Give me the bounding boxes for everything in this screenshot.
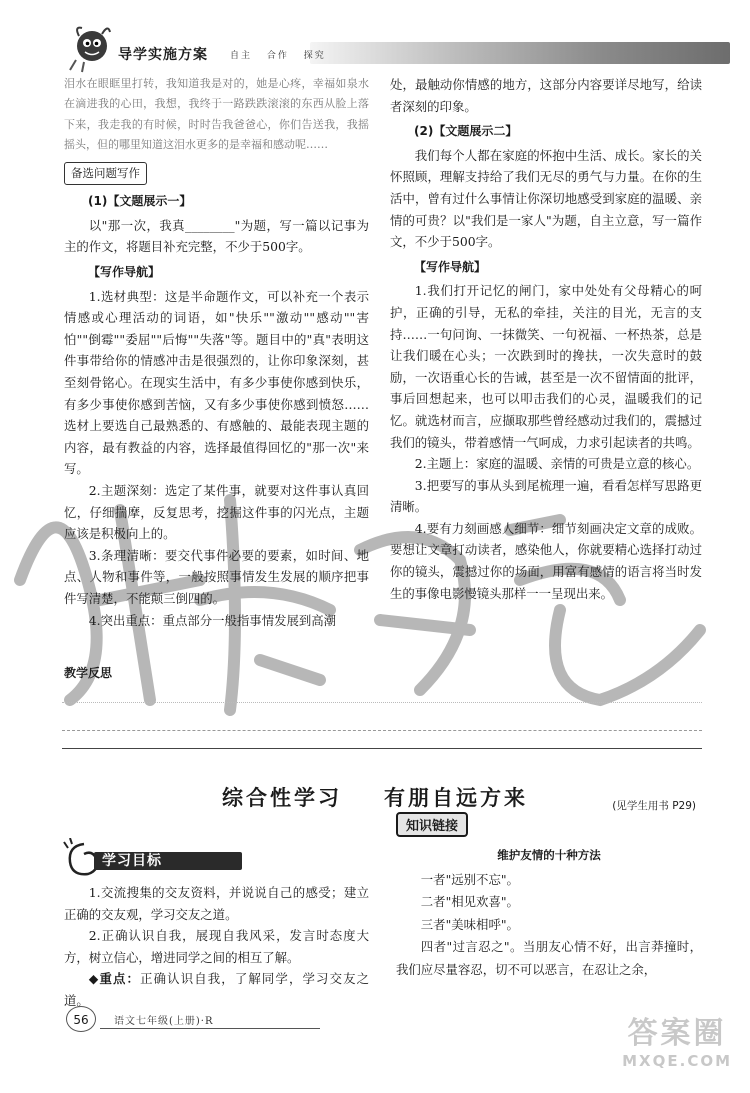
page-header xyxy=(70,28,730,72)
footer-line xyxy=(100,1028,320,1029)
header-tag: 自主 xyxy=(230,51,253,61)
guide-item: 3.把要写的事从头到尾梳理一遍，看看怎样写思路更清晰。 xyxy=(390,477,702,515)
book-label: 语文七年级(上册)·R xyxy=(114,1016,214,1027)
method-item: 一者"远别不忘"。 xyxy=(420,871,519,887)
goal-item: 2.正确认识自我，展现自我风采，发言时态度大方，树立信心，增进同学之间的相互了解。 xyxy=(64,928,369,965)
site-logo-text: 答案圈 xyxy=(627,1016,727,1051)
divider xyxy=(62,702,702,703)
topic1-label: (1)【文题展示一】 xyxy=(88,194,192,209)
guide-label: 【写作导航】 xyxy=(88,265,161,279)
section-title-part1: 综合性学习 xyxy=(222,786,342,810)
learning-goals-badge xyxy=(62,838,242,882)
header-tag: 探究 xyxy=(303,51,326,61)
method-item: 四者"过言忍之"。当朋友心情不好，出言莽撞时，我们应尽量容忍，切不可以恶言，在忍让之余， xyxy=(396,939,702,977)
divider xyxy=(62,748,702,749)
guide-item: 2.主题上：家庭的温暖、亲情的可贵是立意的核心。 xyxy=(414,456,700,472)
mascot-icon xyxy=(64,22,116,74)
learning-goals-body xyxy=(64,882,369,1012)
section-title-part2: 有朋自远方来 xyxy=(384,786,528,810)
guide-item: 3.条理清晰：要交代事件必要的要素，如时间、地点、人物和事件等，一般按照事情发生发展的顺序把事件写清楚，不能颠三倒四的。 xyxy=(64,547,369,606)
page-footer xyxy=(66,1000,326,1040)
handwritten-excerpt: 泪水在眼眶里打转，我知道我是对的，她是心疼，幸福如泉水在滴进我的心田，我想，我终于一路跌跌滚滚的东西从脸上落下来，我走我的有时候，时时告我爸爸心，你们告送我，我摇摇头，但的哪里知道这泪水更多的是幸福和感动呢…… xyxy=(64,77,369,152)
site-logo-url: MXQE.COM xyxy=(622,1052,732,1070)
header-tags xyxy=(230,48,336,61)
guide-label: 【写作导航】 xyxy=(414,259,487,274)
header-tag: 合作 xyxy=(266,51,289,61)
header-title: 导学实施方案 xyxy=(118,47,208,63)
learning-goals-title: 学习目标 xyxy=(102,853,162,869)
guide-item: 1.选材典型：这是半命题作文，可以补充一个表示情感或心理活动的词语，如"快乐""激动""感动""害怕""倒霉""委屈""后悔""失落"等。题目中的"真"表明这件事带给你的情感冲击是很强烈的，让你印象深刻，甚至刻骨铭心。在现实生活中，有多少事使你感到快乐，有多少事使你感到苦恼，又有多少事使你感到愤怒……选材上要选自己最熟悉的、有感触的、最能表现主题的内容，最有教益的内容，选择最值得回忆的"那一次"来写。 xyxy=(64,288,369,477)
section-reference: (见学生用书 P29) xyxy=(612,800,696,812)
knowledge-link-badge: 知识链接 xyxy=(396,812,468,837)
topic2-label: (2)【文题展示二】 xyxy=(414,124,518,139)
guide-item: 4.要有力刻画感人细节：细节刻画决定文章的成败。要想让文章打动读者，感染他人，你就要精心选择打动过你的镜头，震撼过你的场面，用富有感情的语言将当时发生的事像电影慢镜头那样一一呈现出来。 xyxy=(390,520,702,601)
focus-text: 正确认识自我，了解同学，学习交友之道。 xyxy=(64,971,370,1008)
divider xyxy=(62,730,702,731)
article-title: 维护友情的十种方法 xyxy=(497,848,601,862)
alt-topic-heading: 备选问题写作 xyxy=(64,162,147,186)
method-item: 三者"美味相呼"。 xyxy=(420,916,519,932)
topic1-text: 以"那一次，我真________"为题，写一篇以记事为主的作文，将题目补充完整，不少于500字。 xyxy=(64,217,369,255)
continuation-text: 处，最触动你情感的地方，这部分内容要详尽地写，给读者深刻的印象。 xyxy=(390,77,702,114)
focus-label: 重点： xyxy=(99,971,141,987)
knowledge-link-body xyxy=(396,840,702,982)
guide-item: 2.主题深刻：选定了某件事，就要对这件事认真回忆，仔细揣摩，反复思考，挖掘这件事的闪光点，主题应该是积极向上的。 xyxy=(64,482,369,542)
goal-item: 1.交流搜集的交友资料，并说说自己的感受；建立正确的交友观，学习交友之道。 xyxy=(64,885,369,922)
header-gradient-bar xyxy=(310,42,730,64)
guide-item: 4.突出重点：重点部分一般指事情发展到高潮 xyxy=(88,612,337,628)
left-column xyxy=(64,74,369,631)
page-number: 56 xyxy=(66,1006,96,1032)
guide-item: 1.我们打开记忆的闸门，家中处处有父母精心的呵护，正确的引导，无私的牵挂，关注的目光，无言的支持……一句问询、一抹微笑、一句祝福、一杯热茶，总是让我们暖在心头；一次跌到时的搀扶，一次失意时的鼓励，一次语重心长的告诫，甚至是一次不留情面的批评，事后回想起来，也可以叩击我们的心灵，温暖我们的记忆。就选材而言，应撷取那些曾经感动过我们的，震撼过我们的镜头，带着感情一气呵成，力求引起读者的共鸣。 xyxy=(390,283,702,450)
right-column xyxy=(390,74,702,604)
teaching-reflection-label: 教学反思 xyxy=(64,666,113,680)
method-item: 二者"相见欢喜"。 xyxy=(420,894,519,910)
site-watermark-logo xyxy=(622,1008,732,1070)
topic2-text: 我们每个人都在家庭的怀抱中生活、成长。家长的关怀照顾，理解支持给了我们无尽的勇气与力量。在你的生活中，曾有过什么事情让你深切地感受到家庭的温暖、亲情的可贵？以"我们是一家人"为题，自主立意，写一篇作文，不少于500字。 xyxy=(390,147,702,250)
focus-line: ◆重点：正确认识自我，了解同学，学习交友之道。 xyxy=(64,971,370,1008)
